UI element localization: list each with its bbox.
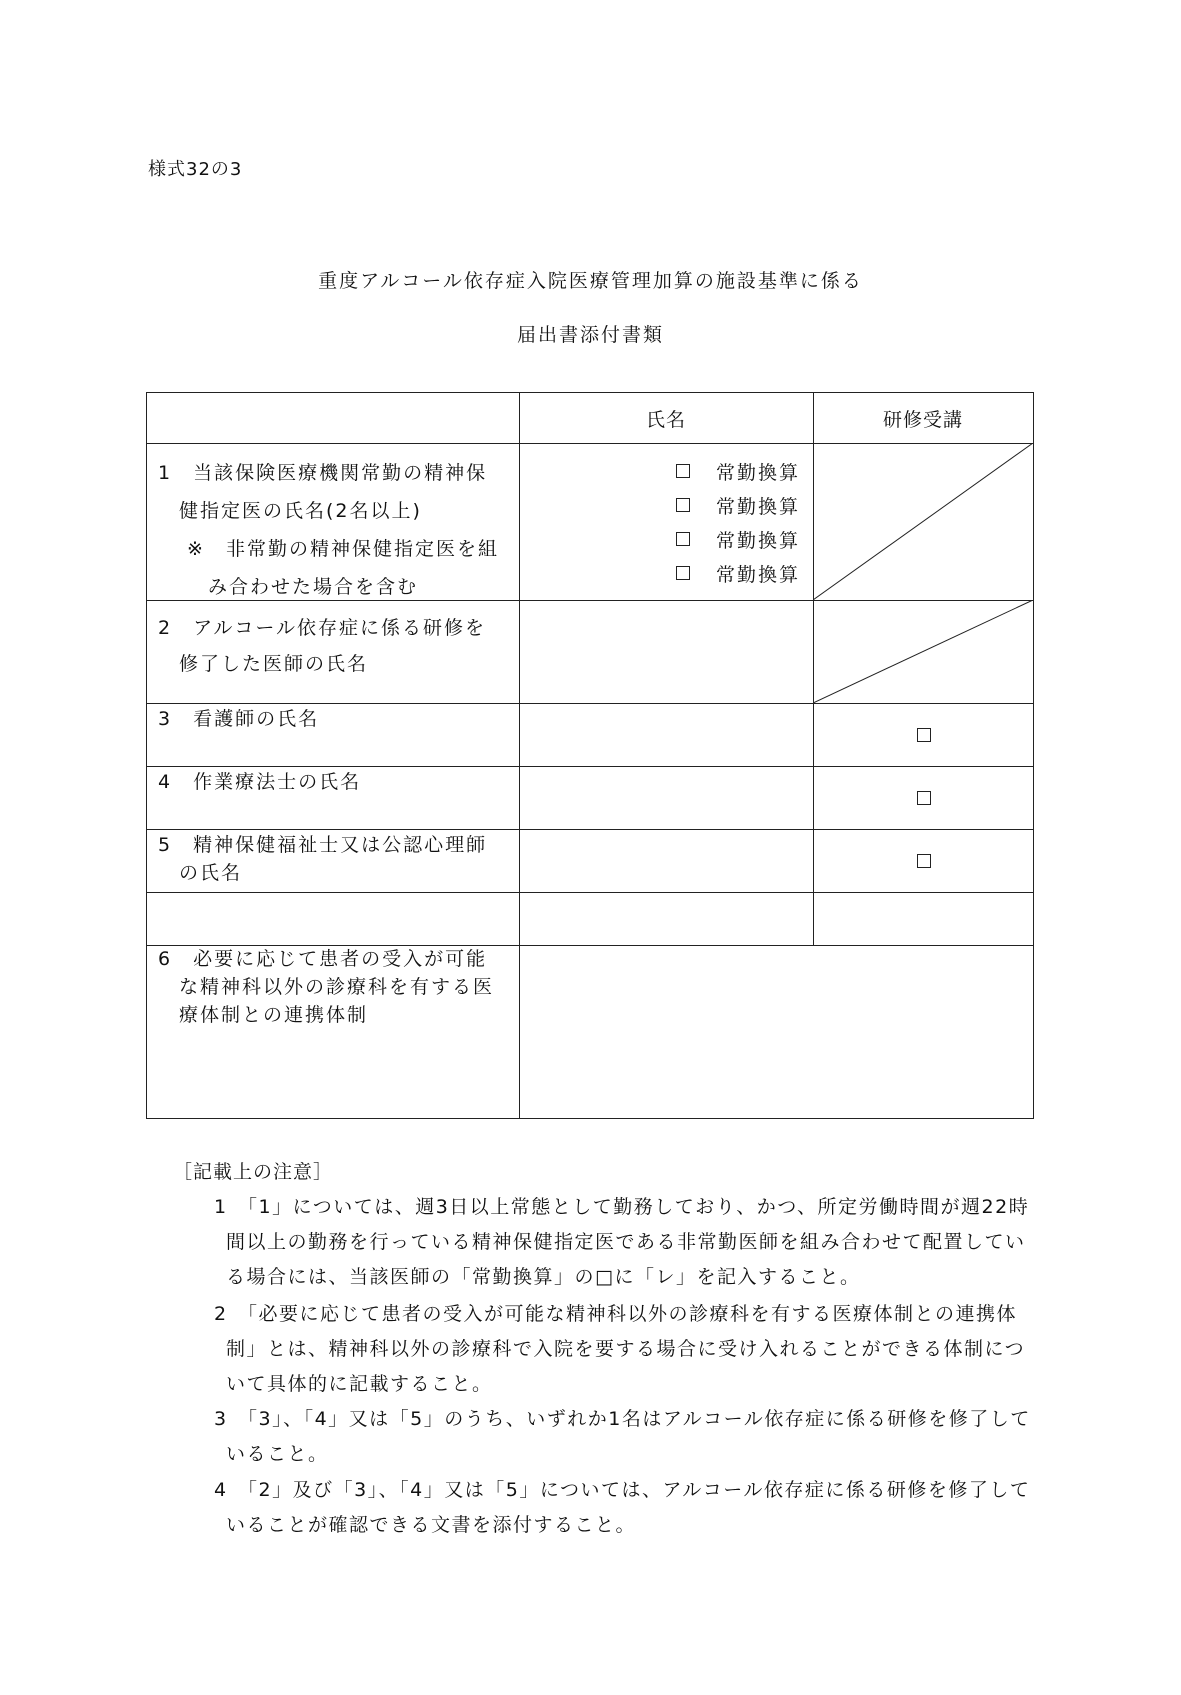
table-line <box>519 392 520 1119</box>
joukin-kansan-label: 常勤換算 <box>716 530 801 552</box>
row6-label-line: 療体制との連携体制 <box>158 1004 369 1026</box>
table-line <box>146 766 1034 767</box>
note-item <box>214 1297 1034 1402</box>
training-checkbox[interactable] <box>917 728 931 742</box>
document-title: 重度アルコール依存症入院医療管理加算の施設基準に係る <box>318 270 863 292</box>
form-id: 様式32の3 <box>148 159 243 180</box>
header-name: 氏名 <box>645 409 686 431</box>
row6-label <box>158 945 494 1029</box>
row5-label <box>158 831 487 887</box>
row2-label <box>158 610 486 682</box>
training-checkbox[interactable] <box>917 791 931 805</box>
row5-label-line: の氏名 <box>158 862 243 884</box>
table-line <box>146 392 1034 393</box>
joukin-kansan-label: 常勤換算 <box>716 564 801 586</box>
row1-label-line: み合わせた場合を含む <box>158 576 419 598</box>
document-subtitle: 届出書添付書類 <box>516 324 664 346</box>
row5-label-line: 5 精神保健福祉士又は公認心理師 <box>158 834 488 856</box>
notes-heading: ［記載上の注意］ <box>173 1161 334 1183</box>
table-line <box>146 1118 1034 1119</box>
note-number: 3 <box>214 1408 228 1430</box>
row1-label <box>158 454 499 606</box>
note-number: 1 <box>214 1196 228 1218</box>
note-number: 2 <box>214 1303 228 1325</box>
joukin-kansan-label: 常勤換算 <box>716 462 801 484</box>
note-number: 4 <box>214 1479 228 1501</box>
table-line <box>146 892 1034 893</box>
row3-label <box>158 705 319 734</box>
row4-label <box>158 768 361 797</box>
note-text: 「必要に応じて患者の受入が可能な精神科以外の診療科を有する医療体制との連携体制」とは、精神科以外の診療科で入院を要する場合に受け入れることができる体制について具体的に記載すること。 <box>226 1303 1026 1395</box>
table-line <box>146 829 1034 830</box>
row1-label-line: 1 当該保険医療機関常勤の精神保 <box>158 462 488 484</box>
row1-label-line: 健指定医の氏名(2名以上) <box>158 500 422 522</box>
joukin-kansan-checkbox[interactable] <box>676 498 690 512</box>
joukin-kansan-checkbox[interactable] <box>676 464 690 478</box>
joukin-kansan-checkbox[interactable] <box>676 566 690 580</box>
note-text: 「2」及び「3」、「4」又は「5」については、アルコール依存症に係る研修を修了していることが確認できる文書を添付すること。 <box>226 1479 1031 1536</box>
note-item <box>214 1473 1034 1543</box>
note-text: 「3」、「4」又は「5」のうち、いずれか1名はアルコール依存症に係る研修を修了していること。 <box>226 1408 1031 1465</box>
training-checkbox[interactable] <box>917 854 931 868</box>
table-line <box>146 392 147 1119</box>
row6-label-line: 6 必要に応じて患者の受入が可能 <box>158 948 488 970</box>
note-text: 「1」については、週3日以上常態として勤務しており、かつ、所定労働時間が週22時間以上の勤務を行っている精神保健指定医である非常勤医師を組み合わせて配置している場合には、当該医師の「常勤換算」の□に「レ」を記入すること。 <box>226 1196 1030 1288</box>
joukin-kansan-label: 常勤換算 <box>716 496 801 518</box>
joukin-kansan-checkbox[interactable] <box>676 532 690 546</box>
row6-label-line: な精神科以外の診療科を有する医 <box>158 976 495 998</box>
header-training: 研修受講 <box>882 409 963 431</box>
row2-label-line: 修了した医師の氏名 <box>158 653 369 675</box>
row2-label-line: 2 アルコール依存症に係る研修を <box>158 617 486 639</box>
diagonal-strike <box>813 443 1034 601</box>
row1-label-line: ※ 非常勤の精神保健指定医を組 <box>158 538 499 560</box>
form-table <box>146 392 1034 1119</box>
note-item <box>214 1402 1034 1472</box>
note-item <box>214 1190 1034 1295</box>
diagonal-strike <box>813 600 1034 704</box>
row4-label-line: 4 作業療法士の氏名 <box>158 771 362 793</box>
row3-label-line: 3 看護師の氏名 <box>158 708 320 730</box>
